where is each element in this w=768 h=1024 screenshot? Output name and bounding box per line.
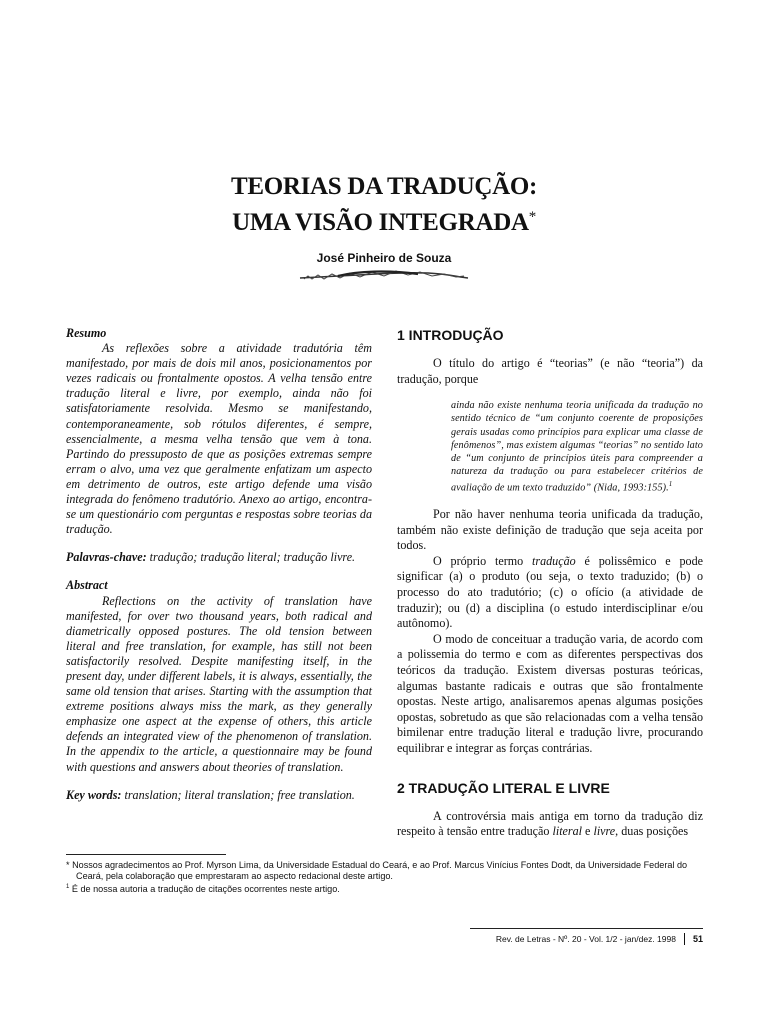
section-heading-traducao-literal: 2 TRADUÇÃO LITERAL E LIVRE (397, 779, 610, 796)
author-name: José Pinheiro de Souza (316, 251, 452, 265)
article-title (0, 172, 768, 238)
palavras-chave-text: tradução; tradução literal; tradução livre. (146, 550, 356, 565)
intro-paragraph-3 (397, 554, 703, 632)
p3-before: O próprio termo (433, 553, 533, 568)
footnote-2 (66, 882, 704, 895)
running-footer (470, 928, 703, 945)
footnote-divider (66, 854, 226, 855)
journal-citation: Rev. de Letras - Nº. 20 - Vol. 1/2 - jan/dez. 1998 (495, 934, 676, 944)
block-quote (451, 399, 703, 495)
p5-literal: literal (552, 824, 583, 839)
footnote-1-text: Nossos agradecimentos ao Prof. Myrson Lima, da Universidade Estadual do Ceará, e ao Prof. Marcus Vinícius Fontes Dodt, da Universidade Federal do Ceará, pela colaboração que emprestaram ao aspecto redacional deste artigo. (72, 860, 688, 882)
right-column (397, 326, 703, 840)
footnote-1-mark: * (66, 860, 70, 870)
quote-footnote-mark: 1 (668, 480, 673, 489)
title-line-1: TEORIAS DA TRADUÇÃO: (230, 173, 538, 200)
intro-paragraph-2: Por não haver nenhuma teoria unificada da tradução, também não existe definição de tradução que seja aceita por todos. (397, 507, 703, 553)
key-words (66, 788, 372, 803)
footnote-2-text: É de nossa autoria a tradução de citações ocorrentes neste artigo. (71, 884, 340, 895)
p3-term: tradução (532, 553, 576, 568)
p5-before: A controvérsia mais antiga em torno da tradução diz respeito à tensão entre tradução (397, 808, 703, 839)
resumo-heading: Resumo (66, 326, 107, 340)
p5-livre: livre (593, 824, 616, 839)
footnote-2-mark: 1 (66, 884, 70, 891)
resumo-text: As reflexões sobre a atividade tradutória têm manifestado, por mais de dois mil anos, posicionamentos por vezes radicais ou frontalmente opostos. A velha tensão entre tradução literal e livre, por exemplo, ainda não foi satisfatoriamente resolvida. Mesmo se manifestando, contemporaneamente, sob rótulos diferentes, é sempre, essencialmente, a mesma velha tensão que vem à tona. Partindo do pressuposto de que as posições extremas sempre erram o alvo, uma vez que geralmente enfatizam um aspecto em detrimento de outros, este artigo defende uma visão integrada do fenômeno tradutório. Anexo ao artigo, encontra-se um questionário com perguntas e respostas sobre teorias da tradução. (66, 341, 372, 537)
section-heading-introducao: 1 INTRODUÇÃO (397, 327, 504, 343)
p5-and: e (582, 824, 594, 839)
title-line-2-text: UMA VISÃO INTEGRADA (232, 209, 529, 236)
page-number: 51 (692, 934, 703, 944)
key-words-text: translation; literal translation; free translation. (121, 787, 355, 802)
palavras-chave (66, 550, 372, 565)
footnotes (66, 860, 704, 896)
intro-paragraph-4: O modo de conceituar a tradução varia, de acordo com a polissemia do termo e com as diferentes perspectivas dos teóricos da tradução. Existem diversas posturas teóricas, algumas bastante radicais e outras que são frontalmente opostas. Neste artigo, analisaremos apenas algumas posições opostas, sobretudo as que são relacionadas com a velha tensão bimilenar entre tradução literal e tradução livre, procurando equilibrar e integrar as forças contrárias. (397, 631, 703, 755)
title-footnote-mark: * (528, 209, 536, 225)
section-2-paragraph-1 (397, 809, 703, 840)
title-line-2 (0, 202, 768, 238)
p3-after: é polissêmico e pode significar (a) o produto (ou seja, o texto traduzido; (b) o processo do ato tradutório; (c) o ofício (a atividade de traduzir); ou (d) a disciplina (o estudo interdisciplinar e/ou autônomo). (397, 553, 703, 631)
abstract-heading: Abstract (66, 578, 108, 593)
intro-paragraph-1: O título do artigo é “teorias” (e não “teoria”) da tradução, porque (397, 356, 703, 386)
footnote-1 (66, 860, 704, 882)
decorative-flourish-icon (298, 268, 470, 282)
left-column (66, 326, 372, 803)
abstract-text: Reflections on the activity of translation have manifested, for over two thousand years, both radical and diametrically opposed postures. The old tension between literal and free translation, for example, has still not been satisfactorily resolved. Despite manifesting itself, in the present day, under different labels, it is always, essentially, the same old tension that arises. Starting with the assumption that extreme positions always miss the mark, as they generally emphasize one aspect at the expense of others, this article defends an integrated view of the phenomenon of translation. In the appendix to the article, a questionnaire may be found with questions and answers about theories of translation. (66, 593, 372, 774)
p5-after: , duas posições (615, 824, 689, 839)
key-words-label: Key words: (66, 787, 122, 802)
block-quote-text: ainda não existe nenhuma teoria unificada da tradução no sentido técnico de “um conjunto coerente de proposições gerais usadas como princípios para explicar uma classe de fenômenos”, mas existem algumas “teorias” no sentido lato de “um conjunto de princípios úteis para compreender a natureza da tradução ou para estabelecer critérios de avaliação de um texto traduzido” (Nida, 1993:155). (451, 400, 703, 494)
footer-separator (684, 933, 685, 945)
palavras-chave-label: Palavras-chave: (66, 550, 147, 565)
